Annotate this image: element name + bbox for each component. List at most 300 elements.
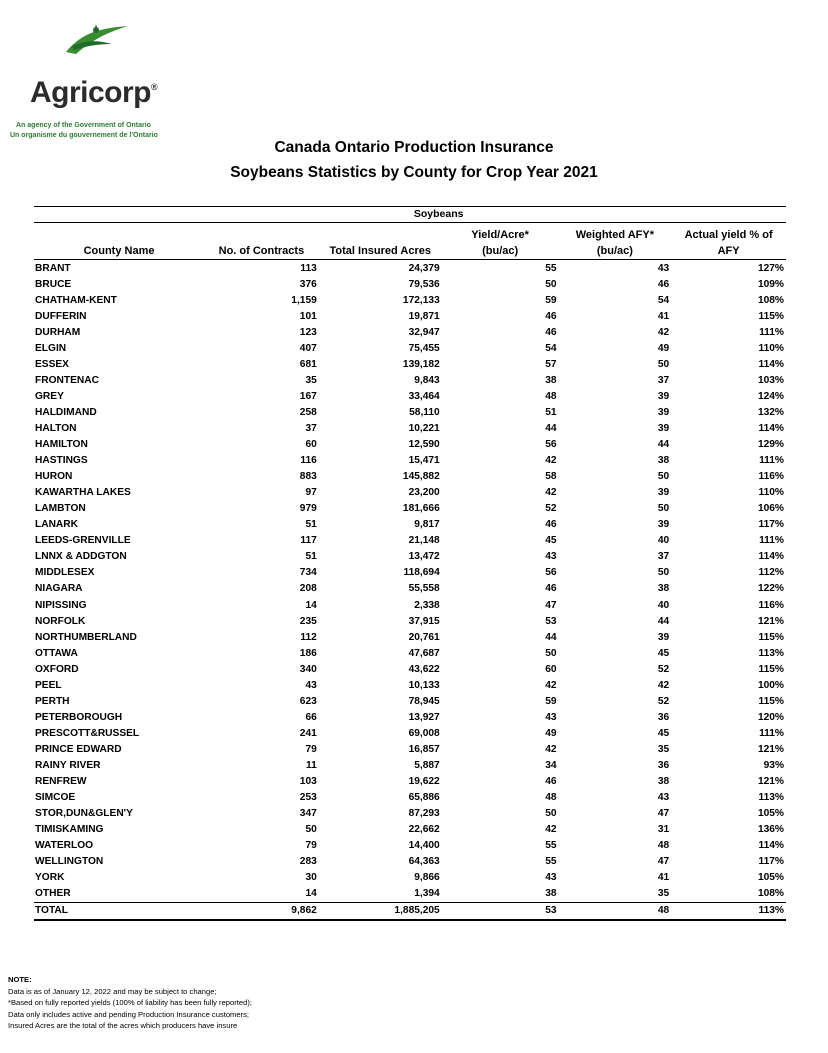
cell-weighted-afy: 46 [657,278,670,290]
cell-county-name: PRESCOTT&RUSSEL [35,727,140,739]
cell-weighted-afy: 35 [657,888,670,900]
table-row [34,709,786,725]
cell-yield: 46 [545,583,557,595]
cell-actual-yield-pct: 108% [757,888,784,900]
table-row [34,854,786,870]
cell-county-name: OTHER [35,888,71,900]
cell-actual-yield-pct: 117% [758,856,784,868]
cell-contracts: 623 [299,695,317,707]
cell-contracts: 283 [299,856,317,868]
cell-actual-yield-pct: 111% [759,727,784,739]
cell-weighted-afy: 37 [657,551,670,563]
cell-county-name: ESSEX [35,358,69,370]
cell-contracts: 35 [305,374,317,386]
cell-contracts: 79 [305,743,317,755]
cell-yield: 56 [545,439,557,451]
wheat-leaf-icon [62,22,132,56]
cell-insured-acres: 43,622 [408,663,440,675]
total-pct: 113% [671,902,786,920]
table-row [34,613,786,629]
cell-yield: 46 [545,310,557,322]
cell-actual-yield-pct: 129% [757,439,784,451]
table-row [34,677,786,693]
cell-contracts: 979 [299,503,317,515]
cell-contracts: 235 [299,615,317,627]
cell-contracts: 340 [299,663,317,675]
cell-yield: 55 [545,840,557,852]
cell-insured-acres: 78,945 [408,695,440,707]
table-row [34,757,786,773]
logo-tagline-en: An agency of the Government of Ontario [16,122,151,129]
cell-weighted-afy: 38 [657,776,670,788]
cell-yield: 50 [545,278,557,290]
cell-contracts: 101 [299,310,317,322]
table-row [34,645,786,661]
table-row [34,741,786,757]
table-row [34,340,786,356]
cell-insured-acres: 9,843 [414,374,440,386]
cell-actual-yield-pct: 113% [758,647,784,659]
cell-insured-acres: 55,558 [408,583,440,595]
cell-county-name: MIDDLESEX [35,567,95,579]
cell-weighted-afy: 41 [657,310,670,322]
notes-heading: NOTE: [8,975,32,984]
cell-contracts: 376 [299,278,317,290]
cell-insured-acres: 13,927 [408,711,440,723]
table-row [34,549,786,565]
total-yield: 53 [442,902,559,920]
cell-contracts: 11 [306,759,317,771]
cell-insured-acres: 87,293 [408,808,440,820]
table-row [34,404,786,420]
agricorp-logo [6,22,196,139]
cell-contracts: 116 [300,455,317,467]
table-row [34,886,786,903]
cell-insured-acres: 181,666 [402,503,440,515]
cell-yield: 44 [545,631,557,643]
cell-county-name: RAINY RIVER [35,759,101,771]
cell-actual-yield-pct: 114% [758,422,784,434]
cell-weighted-afy: 39 [657,390,670,402]
cell-county-name: WATERLOO [35,840,94,852]
total-acres: 1,885,205 [319,902,442,920]
cell-yield: 49 [545,727,557,739]
cell-weighted-afy: 38 [657,583,670,595]
table-row [34,453,786,469]
cell-insured-acres: 21,148 [408,535,440,547]
cell-contracts: 97 [305,487,317,499]
group-header-soybeans: Soybeans [319,207,559,223]
logo-tagline-fr: Un organisme du gouvernement de l'Ontario [10,132,158,139]
cell-insured-acres: 10,133 [408,679,440,691]
cell-actual-yield-pct: 111% [759,326,784,338]
cell-weighted-afy: 36 [657,711,670,723]
cell-insured-acres: 15,471 [408,455,440,467]
cell-actual-yield-pct: 105% [757,872,784,884]
cell-weighted-afy: 39 [657,519,670,531]
cell-yield: 59 [545,294,557,306]
cell-yield: 43 [545,551,557,563]
cell-actual-yield-pct: 100% [757,679,784,691]
cell-actual-yield-pct: 93% [763,759,784,771]
col-yield-l2: (bu/ac) [482,245,519,257]
cell-county-name: YORK [35,872,65,884]
col-weighted-afy [559,223,672,260]
cell-weighted-afy: 38 [657,455,670,467]
cell-weighted-afy: 47 [657,808,670,820]
col-yield-l1: Yield/Acre* [471,229,529,241]
cell-insured-acres: 22,662 [408,824,440,836]
cell-insured-acres: 75,455 [408,342,440,354]
cell-actual-yield-pct: 103% [757,374,784,386]
cell-yield: 47 [545,599,557,611]
table-row [34,533,786,549]
cell-contracts: 407 [299,342,317,354]
cell-contracts: 241 [299,727,317,739]
cell-yield: 38 [545,374,557,386]
cell-contracts: 37 [305,422,317,434]
cell-actual-yield-pct: 132% [757,406,784,418]
cell-yield: 51 [545,406,557,418]
cell-actual-yield-pct: 111% [759,455,784,467]
cell-weighted-afy: 40 [657,599,670,611]
cell-actual-yield-pct: 127% [757,262,784,274]
col-insured-acres: Total Insured Acres [319,223,442,260]
col-actual-yield-pct [671,223,786,260]
col-county-name: County Name [34,223,204,260]
cell-weighted-afy: 54 [657,294,670,306]
cell-county-name: HALTON [35,422,77,434]
cell-weighted-afy: 43 [657,792,670,804]
cell-actual-yield-pct: 110% [758,487,784,499]
cell-actual-yield-pct: 111% [759,535,784,547]
cell-county-name: GREY [35,390,64,402]
cell-weighted-afy: 36 [657,759,670,771]
cell-actual-yield-pct: 116% [758,599,784,611]
cell-insured-acres: 23,200 [408,487,440,499]
total-row [34,902,786,920]
report-title: Canada Ontario Production Insurance [274,139,554,156]
cell-contracts: 112 [300,631,317,643]
cell-yield: 50 [545,808,557,820]
cell-county-name: NIPISSING [35,599,87,611]
table-row [34,581,786,597]
cell-contracts: 258 [299,406,317,418]
cell-insured-acres: 172,133 [402,294,440,306]
cell-yield: 42 [545,679,557,691]
column-header-row [34,223,786,260]
cell-weighted-afy: 42 [657,679,670,691]
cell-actual-yield-pct: 136% [757,824,784,836]
table-row [34,308,786,324]
table-row [34,774,786,790]
table-row [34,420,786,436]
col-yield [442,223,559,260]
cell-contracts: 14 [305,888,317,900]
cell-actual-yield-pct: 112% [758,567,784,579]
table-row [34,661,786,677]
cell-county-name: WELLINGTON [35,856,104,868]
table-row [34,388,786,404]
cell-contracts: 681 [299,358,317,370]
cell-yield: 43 [545,711,557,723]
cell-insured-acres: 5,887 [414,759,440,771]
cell-county-name: BRUCE [35,278,72,290]
cell-county-name: HALDIMAND [35,406,97,418]
cell-actual-yield-pct: 115% [758,310,784,322]
cell-county-name: PRINCE EDWARD [35,743,122,755]
cell-contracts: 186 [299,647,317,659]
cell-actual-yield-pct: 115% [758,631,784,643]
cell-yield: 58 [545,471,557,483]
cell-contracts: 883 [299,471,317,483]
cell-yield: 52 [545,503,557,515]
cell-contracts: 43 [305,679,317,691]
cell-actual-yield-pct: 117% [758,519,784,531]
col-pct-l2: AFY [717,245,740,257]
total-afy: 48 [559,902,672,920]
cell-contracts: 347 [299,808,317,820]
cell-actual-yield-pct: 115% [758,663,784,675]
cell-yield: 46 [545,776,557,788]
cell-weighted-afy: 31 [657,824,670,836]
cell-county-name: LANARK [35,519,79,531]
cell-weighted-afy: 50 [657,567,670,579]
cell-weighted-afy: 52 [657,663,670,675]
cell-county-name: NORFOLK [35,615,86,627]
cell-county-name: DUFFERIN [35,310,87,322]
table-row [34,597,786,613]
cell-insured-acres: 69,008 [408,727,440,739]
cell-insured-acres: 33,464 [408,390,440,402]
cell-weighted-afy: 43 [657,262,670,274]
cell-yield: 60 [545,663,557,675]
cell-county-name: PERTH [35,695,70,707]
cell-insured-acres: 64,363 [408,856,440,868]
cell-yield: 44 [545,422,557,434]
cell-county-name: LNNX & ADDGTON [35,551,127,563]
cell-county-name: NORTHUMBERLAND [35,631,137,643]
cell-county-name: BRANT [35,262,71,274]
cell-weighted-afy: 50 [657,358,670,370]
table-row [34,822,786,838]
cell-insured-acres: 1,394 [414,888,440,900]
cell-weighted-afy: 42 [657,326,670,338]
cell-yield: 34 [545,759,557,771]
cell-insured-acres: 10,221 [408,422,440,434]
cell-county-name: FRONTENAC [35,374,99,386]
group-header-row [34,207,786,223]
cell-insured-acres: 32,947 [408,326,440,338]
cell-contracts: 123 [299,326,317,338]
cell-actual-yield-pct: 108% [757,294,784,306]
cell-contracts: 51 [305,519,317,531]
cell-weighted-afy: 44 [657,439,670,451]
cell-weighted-afy: 50 [657,503,670,515]
cell-weighted-afy: 41 [657,872,670,884]
cell-county-name: LEEDS-GRENVILLE [35,535,131,547]
col-afy-l2: (bu/ac) [596,245,633,257]
cell-contracts: 79 [305,840,317,852]
cell-county-name: PEEL [35,679,62,691]
cell-actual-yield-pct: 121% [757,615,784,627]
cell-contracts: 113 [300,262,317,274]
table-row [34,565,786,581]
table-row [34,693,786,709]
cell-actual-yield-pct: 106% [757,503,784,515]
cell-contracts: 167 [299,390,317,402]
cell-weighted-afy: 49 [657,342,670,354]
cell-contracts: 208 [299,583,317,595]
cell-insured-acres: 19,622 [408,776,440,788]
note-line: *Based on fully reported yields (100% of liability has been fully reported); [8,998,252,1008]
cell-yield: 42 [545,824,557,836]
cell-weighted-afy: 35 [657,743,670,755]
cell-county-name: LAMBTON [35,503,86,515]
cell-actual-yield-pct: 113% [758,792,784,804]
total-label: TOTAL [34,902,204,920]
table-row [34,356,786,372]
cell-contracts: 117 [300,535,317,547]
cell-weighted-afy: 44 [657,615,670,627]
cell-weighted-afy: 39 [657,422,670,434]
cell-county-name: HURON [35,471,73,483]
total-contracts: 9,862 [204,902,319,920]
table-row [34,276,786,292]
cell-yield: 45 [545,535,557,547]
cell-contracts: 51 [305,551,317,563]
cell-actual-yield-pct: 114% [758,358,784,370]
logo-wordmark: Agricorp® [30,76,158,109]
cell-insured-acres: 79,536 [408,278,440,290]
col-afy-l1: Weighted AFY* [575,229,654,241]
cell-county-name: OTTAWA [35,647,78,659]
cell-actual-yield-pct: 116% [758,471,784,483]
cell-actual-yield-pct: 120% [757,711,784,723]
cell-yield: 42 [545,743,557,755]
cell-insured-acres: 14,400 [408,840,440,852]
cell-contracts: 60 [305,439,317,451]
cell-weighted-afy: 47 [657,856,670,868]
cell-county-name: HAMILTON [35,439,88,451]
cell-yield: 42 [545,455,557,467]
cell-weighted-afy: 52 [657,695,670,707]
report-subtitle: Soybeans Statistics by County for Crop Year 2021 [230,164,598,181]
cell-contracts: 50 [305,824,317,836]
note-line: Insured Acres are the total of the acres which producers have insure [8,1021,238,1031]
table-row [34,485,786,501]
cell-yield: 43 [545,872,557,884]
cell-actual-yield-pct: 109% [757,278,784,290]
cell-insured-acres: 20,761 [408,631,440,643]
cell-contracts: 253 [299,792,317,804]
cell-weighted-afy: 39 [657,631,670,643]
table-row [34,324,786,340]
cell-actual-yield-pct: 110% [758,342,784,354]
cell-yield: 54 [545,342,557,354]
cell-weighted-afy: 40 [657,535,670,547]
cell-contracts: 30 [305,872,317,884]
cell-weighted-afy: 37 [657,374,670,386]
cell-actual-yield-pct: 105% [757,808,784,820]
cell-county-name: STOR,DUN&GLEN'Y [35,808,133,820]
cell-yield: 46 [545,519,557,531]
note-line: Data is as of January 12, 2022 and may be subject to change; [8,986,217,996]
table-row [34,725,786,741]
cell-yield: 55 [545,856,557,868]
cell-yield: 50 [545,647,557,659]
table-body [34,260,786,903]
cell-yield: 42 [545,487,557,499]
cell-actual-yield-pct: 114% [758,551,784,563]
cell-insured-acres: 37,915 [408,615,440,627]
cell-county-name: TIMISKAMING [35,824,104,836]
col-pct-l1: Actual yield % of [684,229,773,241]
cell-insured-acres: 24,379 [408,262,440,274]
cell-actual-yield-pct: 114% [758,840,784,852]
cell-weighted-afy: 45 [657,647,670,659]
cell-actual-yield-pct: 124% [757,390,784,402]
cell-yield: 48 [545,390,557,402]
cell-county-name: NIAGARA [35,583,83,595]
cell-insured-acres: 58,110 [409,406,440,418]
cell-weighted-afy: 48 [657,840,670,852]
cell-contracts: 103 [299,776,317,788]
table-row [34,806,786,822]
cell-county-name: DURHAM [35,326,81,338]
cell-county-name: ELGIN [35,342,67,354]
cell-county-name: RENFREW [35,776,87,788]
note-line: Data only includes active and pending Production Insurance customers; [8,1009,250,1019]
soybeans-stats-table [34,206,786,921]
cell-insured-acres: 2,338 [414,599,440,611]
cell-yield: 55 [545,262,557,274]
cell-county-name: PETERBOROUGH [35,711,123,723]
cell-contracts: 14 [305,599,317,611]
cell-yield: 46 [545,326,557,338]
cell-county-name: HASTINGS [35,455,88,467]
table-row [34,469,786,485]
cell-yield: 38 [545,888,557,900]
cell-county-name: CHATHAM-KENT [35,294,117,306]
cell-contracts: 1,159 [291,294,317,306]
cell-yield: 56 [545,567,557,579]
cell-insured-acres: 9,866 [414,872,440,884]
cell-insured-acres: 65,886 [408,792,440,804]
table-row [34,372,786,388]
cell-weighted-afy: 39 [657,406,670,418]
cell-insured-acres: 13,472 [408,551,440,563]
col-contracts: No. of Contracts [204,223,319,260]
cell-actual-yield-pct: 121% [757,776,784,788]
cell-insured-acres: 118,694 [403,567,440,579]
cell-weighted-afy: 39 [657,487,670,499]
cell-insured-acres: 47,687 [408,647,440,659]
table-row [34,292,786,308]
cell-contracts: 734 [299,567,317,579]
cell-actual-yield-pct: 122% [757,583,784,595]
cell-insured-acres: 145,882 [402,471,440,483]
table-row [34,517,786,533]
cell-insured-acres: 19,871 [408,310,440,322]
notes-section [8,974,252,1032]
cell-insured-acres: 16,857 [408,743,440,755]
cell-yield: 48 [545,792,557,804]
table-row [34,838,786,854]
table-row [34,629,786,645]
cell-weighted-afy: 45 [657,727,670,739]
cell-yield: 53 [545,615,557,627]
